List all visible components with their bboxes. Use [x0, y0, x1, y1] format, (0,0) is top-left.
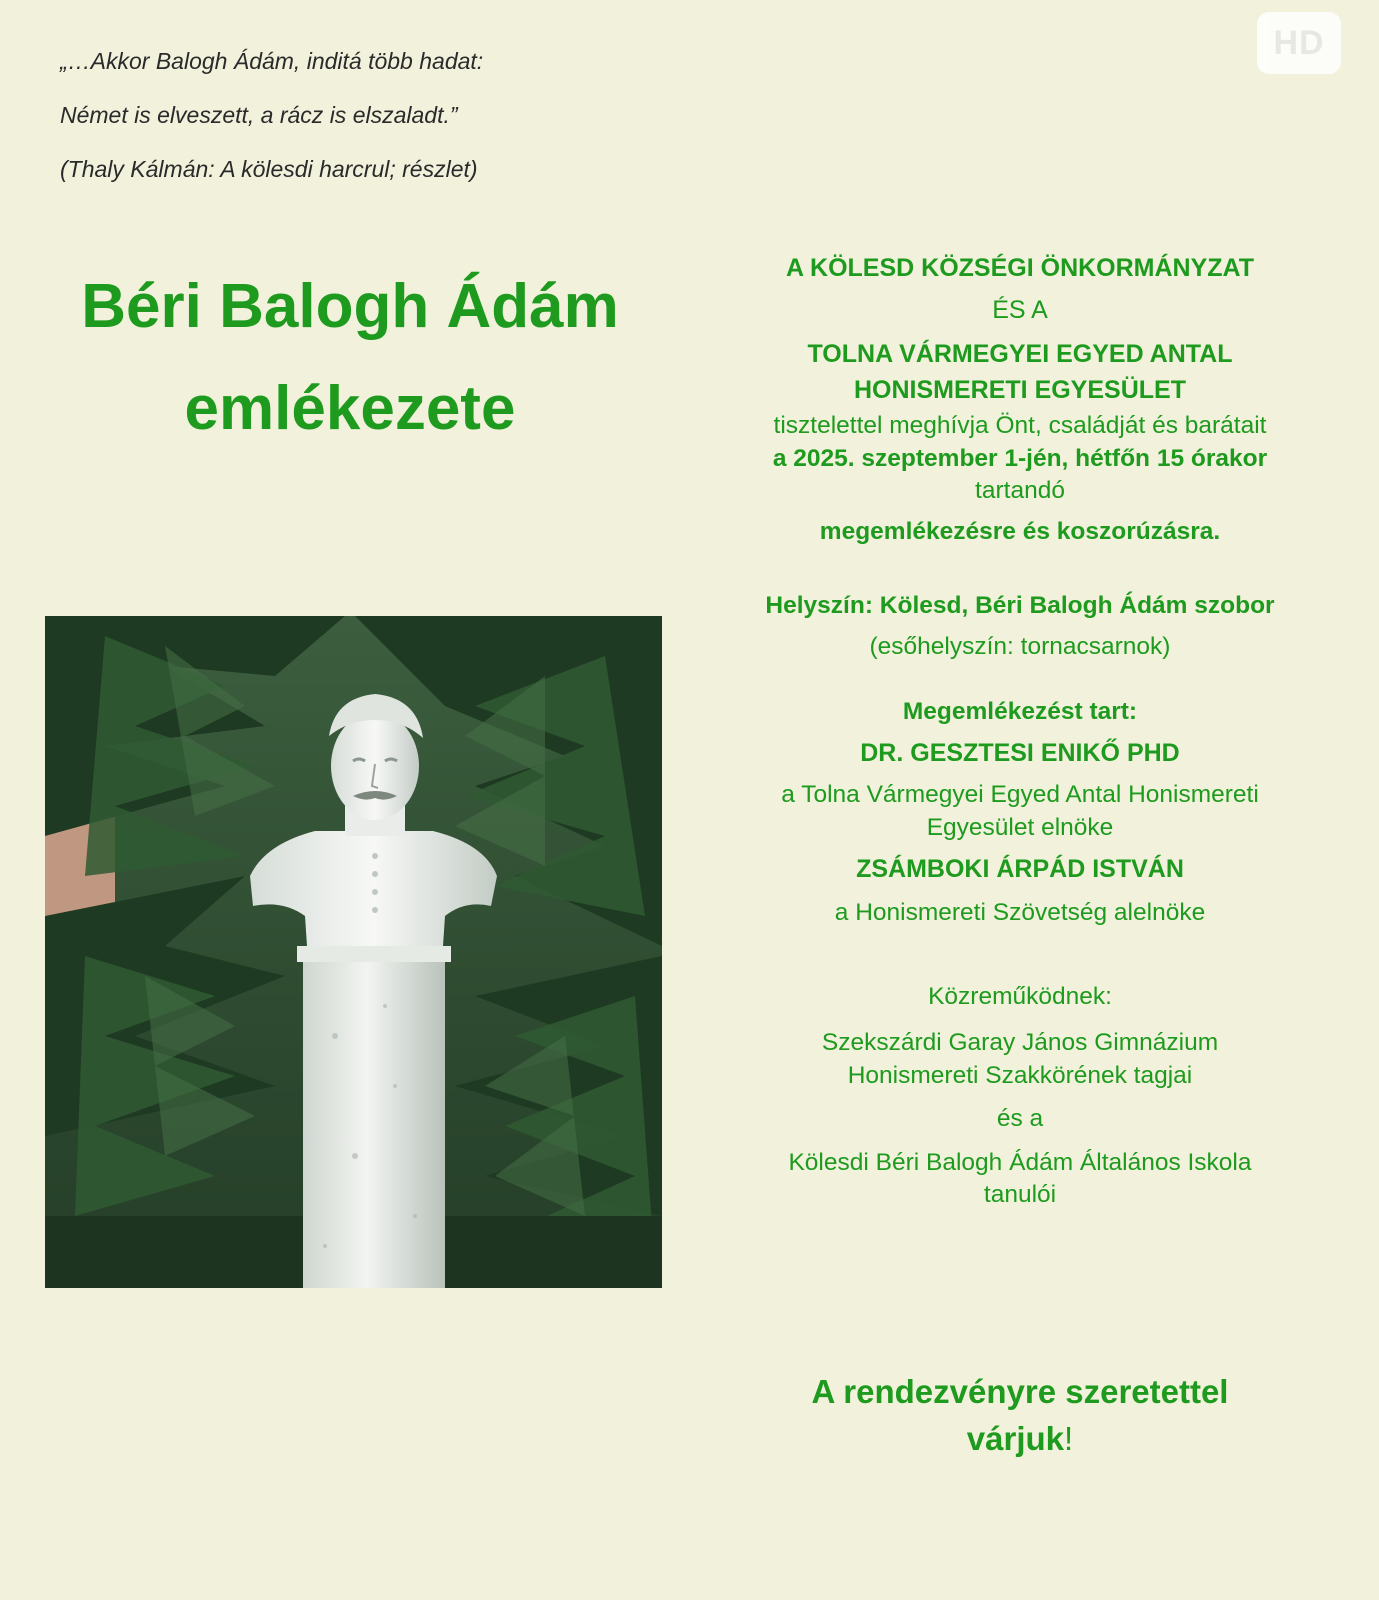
- rain-location: (esőhelyszín: tornacsarnok): [869, 633, 1171, 660]
- closing-message: [690, 1368, 1350, 1462]
- contributors-label: Közreműködnek:: [928, 983, 1112, 1010]
- contributor-1-line-1: Szekszárdi Garay János Gimnázium: [821, 1029, 1219, 1056]
- speaker-2: ZSÁMBOKI ÁRPÁD ISTVÁN: [856, 855, 1184, 883]
- contributor-2-line-1: Kölesdi Béri Balogh Ádám Általános Iskola: [788, 1149, 1252, 1176]
- speaker-1: DR. GESZTESI ENIKŐ PHD: [860, 739, 1180, 767]
- quote-source: (Thaly Kálmán: A kölesdi harcrul; részlet): [60, 156, 478, 182]
- title-line-1: Béri Balogh Ádám: [81, 272, 619, 341]
- invitation-text: tisztelettel meghívja Önt, családját és barátait: [773, 412, 1267, 439]
- statue-image: [45, 616, 662, 1288]
- closing-line-1: A rendezvényre szeretettel: [811, 1373, 1229, 1410]
- organizer-2-line-2: HONISMERETI EGYESÜLET: [854, 376, 1186, 404]
- speaker-1-role-line-2: Egyesület elnöke: [926, 814, 1114, 841]
- speaker-2-role: a Honismereti Szövetség alelnöke: [834, 899, 1206, 926]
- and-text: ÉS A: [992, 296, 1048, 324]
- statue-photo: [45, 616, 662, 1288]
- closing-exclamation: !: [1064, 1420, 1074, 1457]
- contributor-2-line-2: tanulói: [983, 1181, 1057, 1208]
- page-title: [40, 256, 660, 460]
- closing-word: várjuk: [966, 1420, 1065, 1457]
- quote-line-1: „…Akkor Balogh Ádám, inditá több hadat:: [60, 48, 484, 74]
- event-date: a 2025. szeptember 1-jén, hétfőn 15 órakor: [772, 445, 1268, 472]
- organizer-2-line-1: TOLNA VÁRMEGYEI EGYED ANTAL: [807, 340, 1233, 368]
- speech-label: Megemlékezést tart:: [902, 698, 1138, 725]
- poem-quote: [60, 34, 680, 196]
- organizer-1: A KÖLESD KÖZSÉGI ÖNKORMÁNYZAT: [785, 254, 1255, 282]
- held-text: tartandó: [975, 477, 1065, 504]
- title-line-2: emlékezete: [184, 374, 516, 443]
- quote-line-2: Német is elveszett, a rácz is elszaladt.”: [60, 102, 458, 128]
- invitation-block: [690, 250, 1350, 1210]
- and-text-2: és a: [996, 1105, 1044, 1132]
- event-name: megemlékezésre és koszorúzásra.: [819, 518, 1221, 545]
- speaker-1-role-line-1: a Tolna Vármegyei Egyed Antal Honismereti: [781, 781, 1259, 808]
- hd-badge[interactable]: HD: [1257, 12, 1341, 74]
- closing-line-2: [690, 1415, 1350, 1462]
- event-location: Helyszín: Kölesd, Béri Balogh Ádám szobor: [765, 592, 1275, 619]
- contributor-1-line-2: Honismereti Szakkörének tagjai: [847, 1062, 1193, 1089]
